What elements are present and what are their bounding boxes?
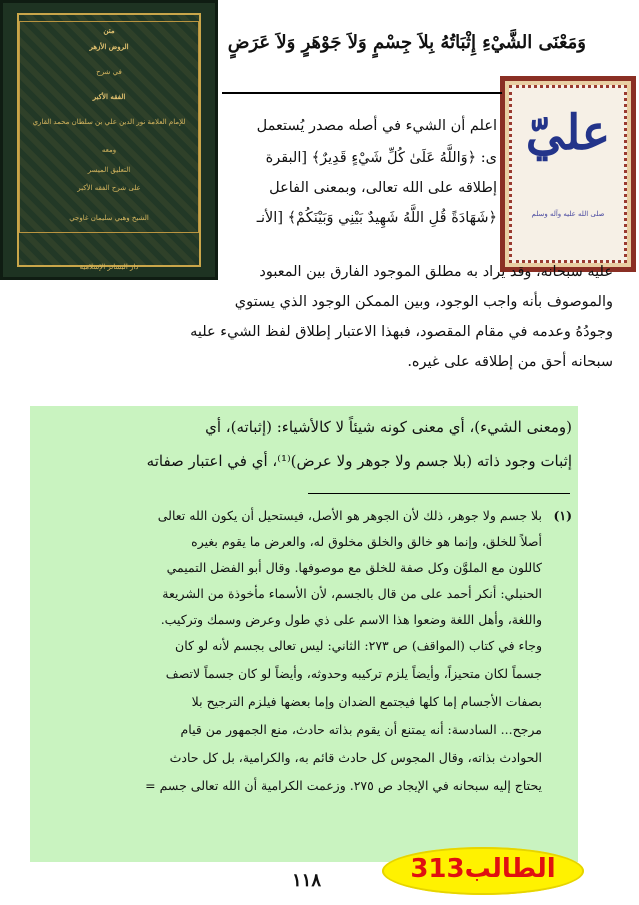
- cover-publisher: دار البشائر الإسلامية: [79, 263, 139, 271]
- cover-subtitle: التعليق الميسر: [87, 166, 131, 174]
- cover-subtitle-2: على شرح الفقه الأكبر: [77, 184, 141, 192]
- cover-editor: الشيخ وهبي سليمان غاوجي: [69, 214, 149, 222]
- calligraphy-word: عليّ: [525, 105, 611, 161]
- commentary-line-1: (ومعنى الشيء)، أي معنى كونه شيئاً لا كالأشياء: (إثباته)، أي: [205, 418, 572, 436]
- body-line-1: اعلم أن الشيء في أصله مصدر يُستعمل: [256, 118, 497, 134]
- footnote-line-11: يحتاج إليه سبحانه في الإيجاد ص ٢٧٥. وزعمت الكرامية أن الله تعالى جسم =: [145, 778, 542, 793]
- footnote-divider: [308, 493, 570, 494]
- cover-author: للإمام العلامة نور الدين علي بن سلطان محمد القاري: [32, 118, 186, 126]
- footnote-line-3: كاللون مع الملوَّن وكل صفة للخلق مع موصوفها. وقال أبو الفضل التميمي: [166, 560, 542, 575]
- footnote-line-4: الحنبلي: أنكر أحمد على من قال بالجسم، لأن الأسماء مأخوذة من الشريعة: [162, 586, 542, 601]
- cover-title: الروض الأزهر: [89, 42, 129, 51]
- footnote-line-1: بلا جسم ولا جوهر، ذلك لأن الجوهر هو الأصل، فيستحيل أن يكون الله تعالى: [157, 508, 542, 523]
- body-line-6: والموصوف بأنه واجب الوجود، وبين الممكن الوجود الذي يستوي: [234, 294, 613, 310]
- footnote-line-9: مرجح... السادسة: أنه يمتنع أن يقوم بذاته حادث، منع الجمهور من قيام: [180, 722, 542, 737]
- commentary-line-2: إثبات وجود ذاته (بلا جسم ولا جوهر ولا عرض)⁽¹⁾، أي في اعتبار صفاته: [146, 452, 572, 470]
- cover-note: ومعه: [101, 146, 117, 154]
- highlighted-section: [30, 406, 578, 862]
- calligraphy-image: [500, 76, 636, 272]
- body-line-8: سبحانه أحق من إطلاقه على غيره.: [407, 354, 613, 370]
- footnote-line-8: بصفات الأجسام إما كلها فيجتمع الضدان وإما بعضها فيلزم الترجيح بلا: [191, 694, 542, 709]
- top-divider: [222, 92, 502, 94]
- watermark-badge: [382, 847, 584, 895]
- footnote-line-10: الحوادث بذاته، وقال المجوس كل حادث قائم به، والكرامية، بل كل حادث: [169, 750, 542, 765]
- body-line-4: ﴿شَهَادَةً قُلِ اللَّهُ شَهِيدٌ بَيْنِي وَبَيْنَكُمْ﴾ [الأنـ: [256, 210, 497, 226]
- footnote-line-2: أصلاً للخلق، وإنما هو خالق والخلق مخلوق له، والعرض ما يقوم بغيره: [191, 534, 542, 549]
- footnote-number: (١): [553, 508, 572, 523]
- page-number: ١١٨: [292, 870, 322, 891]
- matn-verse: وَمَعْنَى الشَّيْءِ إِثْبَاتُهُ بِلاَ جِسْمٍ وَلاَ جَوْهَرٍ وَلاَ عَرَضٍ: [227, 32, 586, 53]
- body-line-3: إطلاقه على الله تعالى، وبمعنى الفاعل: [269, 180, 497, 196]
- body-line-7: وجودُهُ وعدمه في مقام المقصود، فبهذا الاعتبار إطلاق لفظ الشيء عليه: [190, 324, 613, 340]
- cover-title-2: في شرح: [96, 68, 122, 76]
- footnote-line-7: جسماً لكان متحيزاً، وأيضاً يلزم تركيبه وحدوثه، وأيضاً لو كان جسماً لاتصف: [165, 666, 542, 681]
- body-line-5: عليه سبحانه، وقد يراد به مطلق الموجود الفارق بين المعبود: [259, 264, 613, 280]
- badge-label: الطالب313: [410, 854, 556, 884]
- footnote-line-6: وجاء في كتاب (المواقف) ص ٢٧٣: الثاني: ليس تعالى بجسم لأنه لو كان: [175, 638, 542, 653]
- calligraphy-caption: صلى الله عليه وآله وسلم: [531, 210, 605, 218]
- cover-top-word: متن: [103, 26, 115, 35]
- footnote-line-5: واللغة، وأهل اللغة وضعوا هذا الاسم على ذي طول وعرض وسمك وتركيب.: [160, 612, 542, 627]
- body-line-2: ى: ﴿وَاللَّهُ عَلَىٰ كُلِّ شَيْءٍ قَدِيرٌ﴾ [البقرة: [265, 150, 497, 166]
- cover-title-3: الفقه الأكبر: [92, 92, 126, 101]
- book-cover-image: [0, 0, 218, 280]
